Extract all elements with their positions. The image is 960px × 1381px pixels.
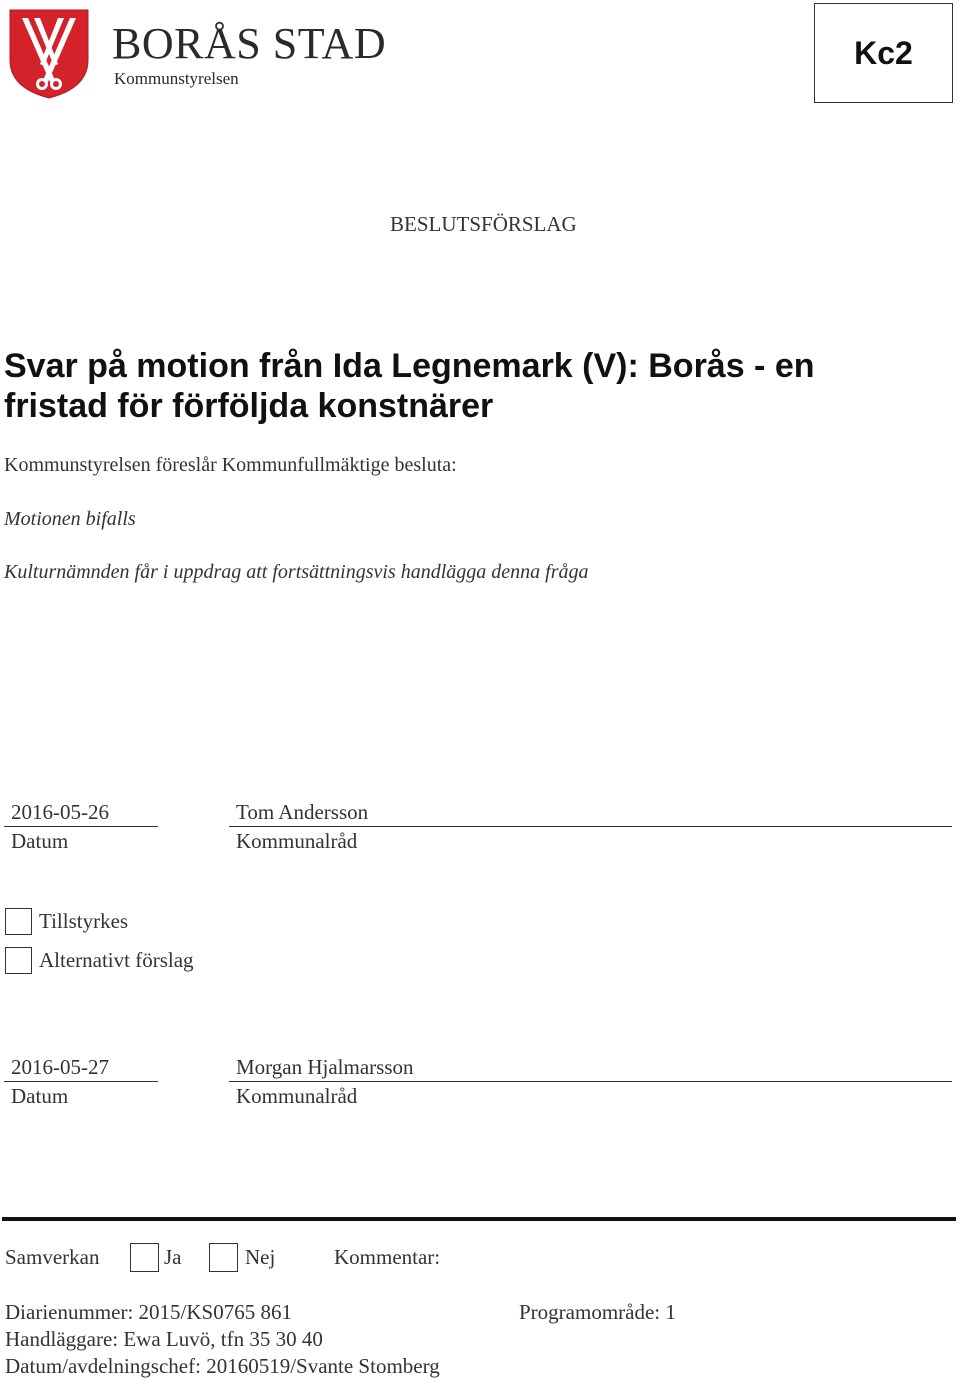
samverkan-nej-checkbox[interactable] bbox=[209, 1243, 238, 1272]
document-code-box: Kc2 bbox=[814, 3, 953, 103]
date-line bbox=[4, 1081, 158, 1082]
decision-item: Kulturnämnden får i uppdrag att fortsättningsvis handlägga denna fråga bbox=[4, 561, 589, 583]
ja-label: Ja bbox=[164, 1245, 182, 1269]
signature-line bbox=[229, 826, 952, 827]
logo-name: BORÅS STAD bbox=[112, 19, 387, 68]
footer-divider bbox=[2, 1217, 956, 1221]
signer-name: Tom Andersson bbox=[236, 800, 369, 824]
title-line-1: Svar på motion från Ida Legnemark (V): Borås - en bbox=[4, 347, 815, 385]
signature-line bbox=[229, 1081, 952, 1082]
alternativt-forslag-checkbox[interactable] bbox=[5, 947, 32, 974]
alternativt-forslag-label: Alternativt förslag bbox=[39, 948, 194, 972]
signer-name: Morgan Hjalmarsson bbox=[236, 1055, 414, 1079]
title-line-2: fristad för förföljda konstnärer bbox=[4, 387, 494, 425]
date-label: Datum bbox=[11, 1084, 69, 1108]
boras-stad-logo bbox=[8, 8, 388, 100]
samverkan-ja-checkbox[interactable] bbox=[130, 1243, 159, 1272]
coat-of-arms-icon bbox=[8, 8, 90, 100]
decision-item: Motionen bifalls bbox=[4, 508, 136, 530]
tillstyrkes-checkbox[interactable] bbox=[5, 908, 32, 935]
programomrade: Programområde: 1 bbox=[519, 1300, 676, 1324]
decision-intro: Kommunstyrelsen föreslår Kommunfullmäktige besluta: bbox=[4, 454, 457, 476]
date-label: Datum bbox=[11, 829, 69, 853]
diarienummer: Diarienummer: 2015/KS0765 861 bbox=[5, 1300, 292, 1324]
samverkan-label: Samverkan bbox=[5, 1245, 100, 1269]
document-type: BESLUTSFÖRSLAG bbox=[390, 212, 577, 236]
kommentar-label: Kommentar: bbox=[334, 1245, 441, 1269]
document-title bbox=[4, 346, 904, 426]
tillstyrkes-label: Tillstyrkes bbox=[39, 909, 129, 933]
logo-subtitle: Kommunstyrelsen bbox=[114, 69, 239, 88]
datum-avdelningschef: Datum/avdelningschef: 20160519/Svante Stomberg bbox=[5, 1354, 440, 1378]
nej-label: Nej bbox=[245, 1245, 276, 1269]
handlaggare: Handläggare: Ewa Luvö, tfn 35 30 40 bbox=[5, 1327, 323, 1351]
signature-date: 2016-05-27 bbox=[11, 1055, 109, 1079]
signer-role: Kommunalråd bbox=[236, 829, 358, 853]
signature-date: 2016-05-26 bbox=[11, 800, 109, 824]
date-line bbox=[4, 826, 158, 827]
signer-role: Kommunalråd bbox=[236, 1084, 358, 1108]
